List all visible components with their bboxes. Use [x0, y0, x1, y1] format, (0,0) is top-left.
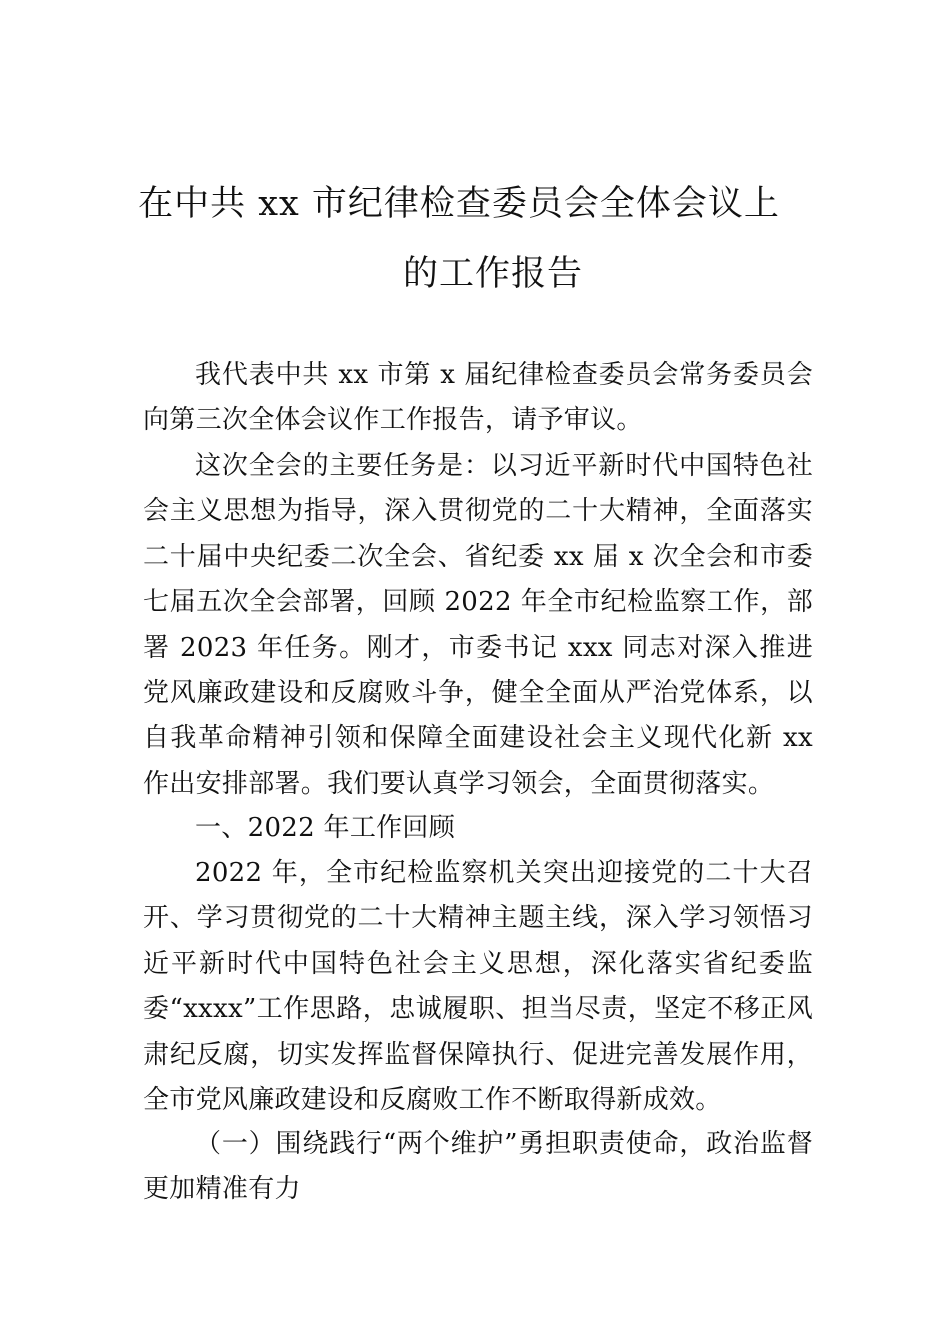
- subsection-heading-text: （一）围绕践行“两个维护”勇担职责使命，政治监督更加精准有力: [143, 1129, 813, 1205]
- paragraph-text: 这次全会的主要任务是：以习近平新时代中国特色社会主义思想为指导，深入贯彻党的二十大精神，全面落实二十届中央纪委二次全会、省纪委 xx 届 x 次全会和市委七届五次全会部署，回顾 2022 年全市纪检监察工作，部署 2023 年任务。刚才，市委书记 xxx 同志对深入推进党风廉政建设和反腐败斗争，健全全面从严治党体系，以自我革命精神引领和保障全面建设社会主义现代化新 xx 作出安排部署。我们要认真学习领会，全面贯彻落实。: [143, 451, 813, 799]
- paragraph-intro: [143, 353, 813, 444]
- paragraph-review: [143, 851, 813, 1123]
- subsection-heading-1: [143, 1122, 813, 1213]
- paragraph-text: 2022 年，全市纪检监察机关突出迎接党的二十大召开、学习贯彻党的二十大精神主题主线，深入学习领悟习近平新时代中国特色社会主义思想，深化落实省纪委监委“xxxx”工作思路，忠诚履职、担当尽责，坚定不移正风肃纪反腐，切实发挥监督保障执行、促进完善发展作用，全市党风廉政建设和反腐败工作不断取得新成效。: [143, 858, 813, 1116]
- document-title-line-2: 的工作报告: [402, 254, 583, 294]
- paragraph-text: 我代表中共 xx 市第 x 届纪律检查委员会常务委员会向第三次全体会议作工作报告，请予审议。: [143, 360, 813, 436]
- section-heading-1: [143, 806, 813, 851]
- paragraph-main-tasks: [143, 444, 813, 807]
- document-title-line-1: 在中共 xx 市纪律检查委员会全体会议上: [138, 184, 780, 224]
- section-heading-text: 一、2022 年工作回顾: [195, 813, 456, 843]
